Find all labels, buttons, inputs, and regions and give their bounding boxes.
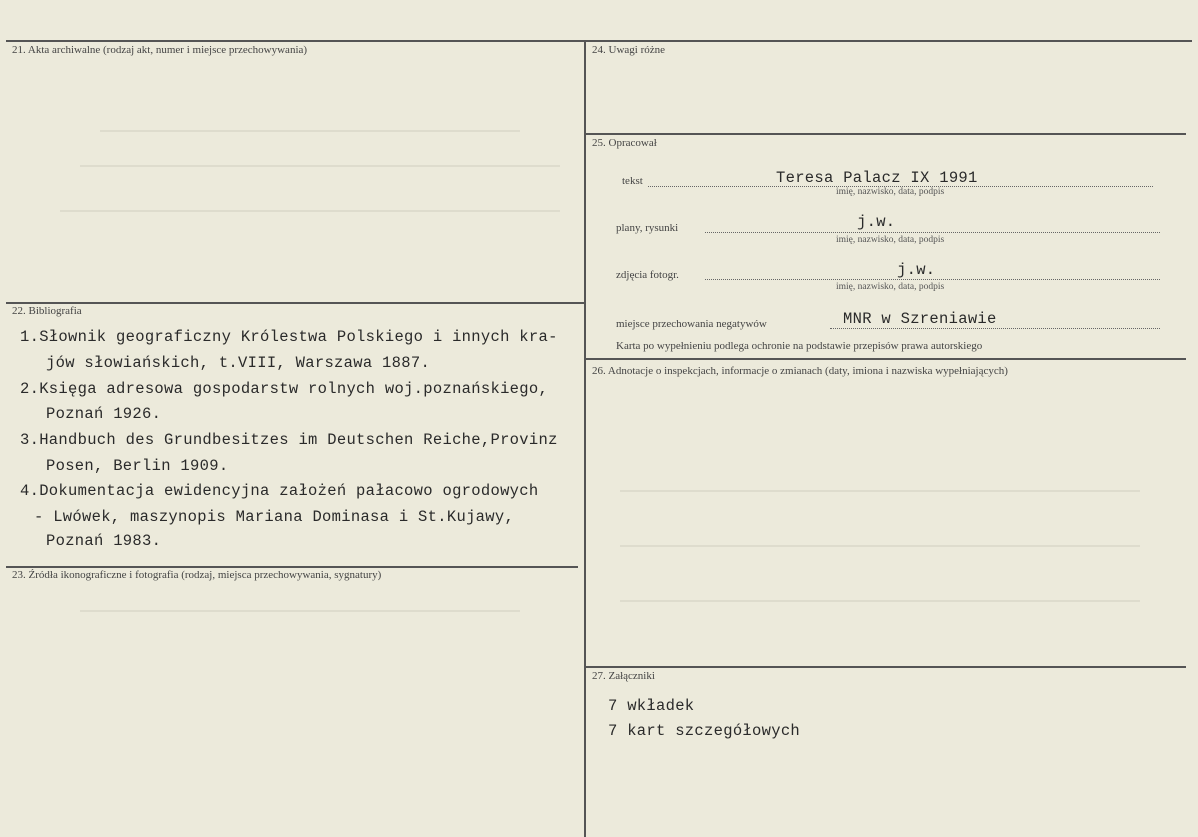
- reverse-bleed: [620, 490, 1140, 492]
- divider-22-23: [6, 566, 578, 568]
- reverse-bleed: [620, 545, 1140, 547]
- reverse-bleed: [620, 600, 1140, 602]
- reverse-bleed: [80, 165, 560, 167]
- copyright-note: Karta po wypełnieniu podlega ochronie na podstawie przepisów prawa autorskiego: [616, 340, 983, 352]
- section-21-label: 21. Akta archiwalne (rodzaj akt, numer i miejsce przechowywania): [12, 44, 308, 56]
- plany-field-line: [705, 232, 1160, 233]
- bibliography-line: 2.Księga adresowa gospodarstw rolnych woj.poznańskiego,: [20, 380, 549, 398]
- negatywy-field-line: [830, 328, 1160, 329]
- bibliography-line: 3.Handbuch des Grundbesitzes im Deutschen Reiche,Provinz: [20, 431, 558, 449]
- section-27-label: 27. Załączniki: [592, 670, 655, 682]
- tekst-value[interactable]: Teresa Palacz IX 1991: [776, 169, 978, 187]
- attachment-item: 7 wkładek: [608, 697, 695, 715]
- plany-value[interactable]: j.w.: [857, 213, 896, 231]
- bibliography-line: Poznań 1926.: [46, 405, 162, 423]
- negatywy-value[interactable]: MNR w Szreniawie: [843, 310, 997, 328]
- divider-25-26: [586, 358, 1186, 360]
- divider-24-25: [586, 133, 1186, 135]
- plany-label: plany, rysunki: [616, 222, 679, 234]
- section-22-label: 22. Bibliografia: [12, 305, 82, 317]
- zdjecia-value[interactable]: j.w.: [897, 261, 936, 279]
- section-25-label: 25. Opracował: [592, 137, 657, 149]
- reverse-bleed: [60, 210, 560, 212]
- bibliography-line: 4.Dokumentacja ewidencyjna założeń pałacowo ogrodowych: [20, 482, 539, 500]
- zdjecia-caption: imię, nazwisko, data, podpis: [836, 282, 945, 292]
- tekst-label: tekst: [622, 175, 643, 187]
- negatywy-label: miejsce przechowania negatywów: [616, 318, 767, 330]
- center-divider: [584, 40, 586, 837]
- section-23-label: 23. Źródła ikonograficzne i fotografia (rodzaj, miejsca przechowywania, sygnatury): [12, 569, 382, 581]
- bibliography-line: - Lwówek, maszynopis Mariana Dominasa i St.Kujawy,: [34, 508, 515, 526]
- divider-21-22: [6, 302, 584, 304]
- reverse-bleed: [80, 610, 520, 612]
- section-26-label: 26. Adnotacje o inspekcjach, informacje o zmianach (daty, imiona i nazwiska wypełniających): [592, 365, 1008, 377]
- bibliography-line: jów słowiańskich, t.VIII, Warszawa 1887.: [46, 354, 431, 372]
- bibliography-line: Poznań 1983.: [46, 532, 162, 550]
- reverse-bleed: [100, 130, 520, 132]
- zdjecia-field-line: [705, 279, 1160, 280]
- top-border: [6, 40, 1192, 42]
- bibliography-line: 1.Słownik geograficzny Królestwa Polskiego i innych kra-: [20, 328, 558, 346]
- divider-26-27: [586, 666, 1186, 668]
- attachment-item: 7 kart szczegółowych: [608, 722, 801, 740]
- section-24-label: 24. Uwagi różne: [592, 44, 666, 56]
- bibliography-line: Posen, Berlin 1909.: [46, 457, 229, 475]
- zdjecia-label: zdjęcia fotogr.: [616, 269, 679, 281]
- tekst-caption: imię, nazwisko, data, podpis: [836, 187, 945, 197]
- plany-caption: imię, nazwisko, data, podpis: [836, 235, 945, 245]
